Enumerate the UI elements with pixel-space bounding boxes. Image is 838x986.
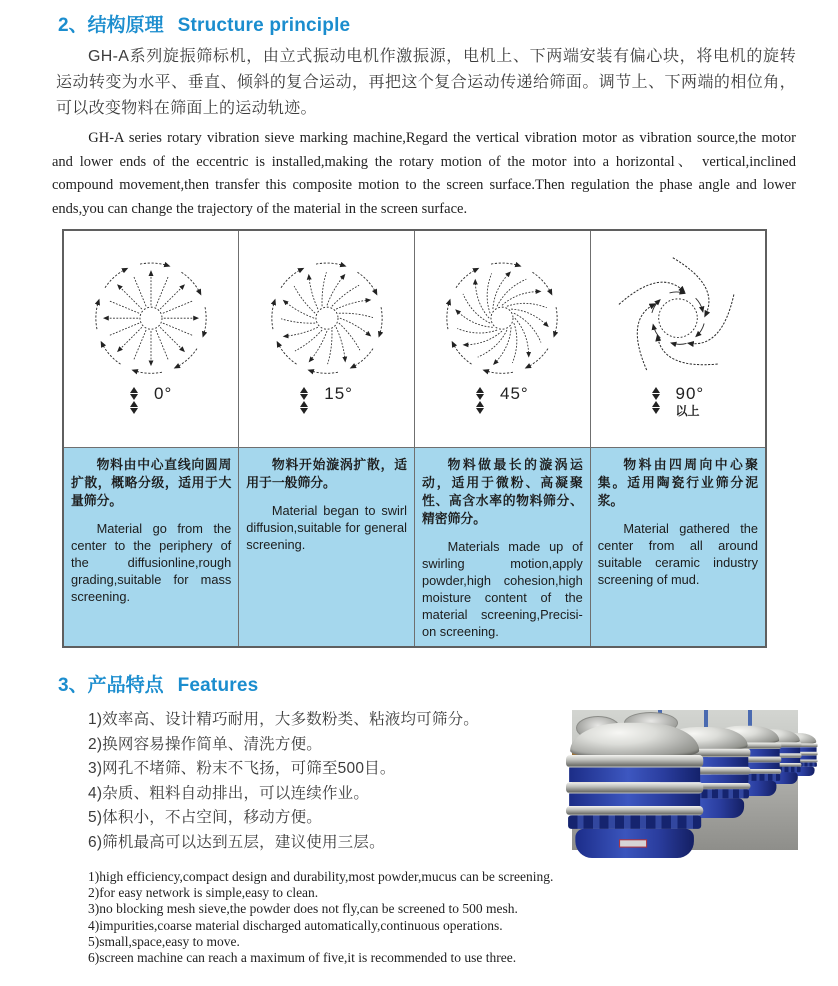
feature-item-cn: 5)体积小，不占空间，移动方便。 — [88, 809, 322, 826]
vibration-pattern-1-diagram — [248, 252, 406, 388]
phase-angle-label: 0° — [153, 384, 173, 403]
phase-angle-label: 45° — [500, 384, 529, 403]
phase-arrows-icon — [300, 384, 308, 414]
pattern-cell-3 — [590, 230, 766, 448]
section2-number: 2、 — [58, 15, 88, 36]
phase-angle-extra-label: 以上 — [675, 404, 700, 418]
pattern-desc-en: Materials made up of swirling motion,apply powder,high cohesion,high moisture content of the material screening,Precisi-on screening. — [422, 539, 583, 639]
pattern-cell-0 — [63, 230, 239, 448]
pattern-desc-en: Material gathered the center from all around suitable ceramic industry screening of mud. — [597, 521, 758, 587]
angle-row — [417, 384, 588, 424]
section2-title-en: Structure principle — [177, 15, 351, 36]
feature-item-en: 6)screen machine can reach a maximum of five,it is recommended to use three. — [88, 950, 517, 966]
feature-item-en: 2)for easy network is simple,easy to clean. — [88, 885, 319, 901]
structure-paragraph-cn: GH-A系列旋振筛标机，由立式振动电机作激振源，电机上、下两端安装有偏心块，将电机的旋转运动转变为水平、垂直、倾斜的复合运动，再把这个复合运动传递给筛面。调节上、下两端的相位角，可以改变物料在筛面上的运动轨迹。 — [56, 48, 796, 117]
phase-arrows-icon — [476, 384, 484, 414]
feature-item-en: 1)high efficiency,compact design and durability,most powder,mucus can be screening. — [88, 869, 554, 884]
pattern-description-row — [63, 448, 766, 648]
feature-item-cn: 6)筛机最高可以达到五层，建议使用三层。 — [88, 833, 385, 851]
pattern-desc-cell-3 — [590, 448, 766, 648]
vibration-pattern-0-diagram — [72, 252, 230, 388]
sieve-machine — [566, 723, 703, 858]
vibration-pattern-2-diagram — [423, 252, 581, 388]
pattern-desc-en: Material began to swirl diffusion,suitable for general screening. — [246, 503, 407, 552]
pattern-desc-cell-0 — [63, 448, 239, 648]
feature-item-cn: 3)网孔不堵筛、粉末不飞扬，可筛至500目。 — [88, 760, 396, 777]
pattern-desc-cn: 物料开始漩涡扩散，适用于一般筛分。 — [246, 457, 407, 490]
pattern-desc-en: Material go from the center to the periphery of the diffusionline,rough grading,suitable for mass screening. — [71, 521, 232, 604]
section3-number: 3、 — [58, 675, 88, 696]
section2-heading — [58, 14, 798, 38]
structure-paragraph-en: GH-A series rotary vibration sieve marking machine,Regard the vertical vibration motor as vibration source,the motor and lower ends of the eccentric is installed,making the rotary motion of the motor into a horizontal、 vertical,inclined compound movement,then transfer this composite motion to the screen surface.Then regulation the phase angle and lower ends,you can change the trajectory of the material in the screen surface. — [52, 130, 796, 217]
features-block — [88, 708, 798, 855]
pattern-desc-cn: 物料由四周向中心聚集。适用陶瓷行业筛分泥浆。 — [597, 457, 758, 508]
pattern-desc-cn: 物料由中心直线向圆周扩散，概略分级，适用于大量筛分。 — [71, 457, 232, 508]
vibration-pattern-3-diagram — [599, 252, 757, 388]
section3-heading — [58, 674, 798, 698]
machine-nameplate — [620, 841, 646, 847]
section3-title-en: Features — [177, 675, 259, 696]
pattern-desc-cn: 物料做最长的漩涡运动，适用于微粉、高凝聚性、高含水率的物料筛分、精密筛分。 — [422, 457, 583, 526]
phase-angle-label: 90° — [675, 384, 705, 403]
bottom-margin — [0, 966, 838, 986]
feature-item-en: 5)small,space,easy to move. — [88, 933, 240, 949]
product-photo — [572, 710, 798, 850]
feature-item-en: 3)no blocking mesh sieve,the powder does not fly,can be screened to 500 mesh. — [88, 901, 518, 917]
features-list-cn — [88, 708, 556, 855]
pattern-desc-cell-2 — [415, 448, 591, 648]
catalog-page — [0, 14, 838, 964]
phase-angle-label: 15° — [324, 384, 353, 403]
section2-title-cn: 结构原理 — [87, 15, 164, 36]
pattern-diagram-row — [63, 230, 766, 448]
feature-item-cn: 2)换网容易操作简单、清洗方便。 — [88, 735, 322, 753]
phase-arrows-icon — [652, 384, 660, 414]
pattern-cell-1 — [239, 230, 415, 448]
angle-row — [593, 384, 763, 424]
vibration-pattern-table — [62, 229, 767, 648]
pattern-desc-cell-1 — [239, 448, 415, 648]
feature-item-cn: 1)效率高、设计精巧耐用，大多数粉类、粘液均可筛分。 — [88, 711, 479, 728]
section3-title-cn: 产品特点 — [87, 675, 164, 696]
phase-arrows-icon — [130, 384, 138, 414]
feature-item-en: 4)impurities,coarse material discharged automatically,continuous operations. — [88, 917, 503, 933]
features-list-en — [88, 869, 798, 966]
pattern-cell-2 — [415, 230, 591, 448]
angle-row — [241, 384, 412, 424]
angle-row — [66, 384, 236, 424]
feature-item-cn: 4)杂质、粗料自动排出，可以连续作业。 — [88, 784, 370, 802]
